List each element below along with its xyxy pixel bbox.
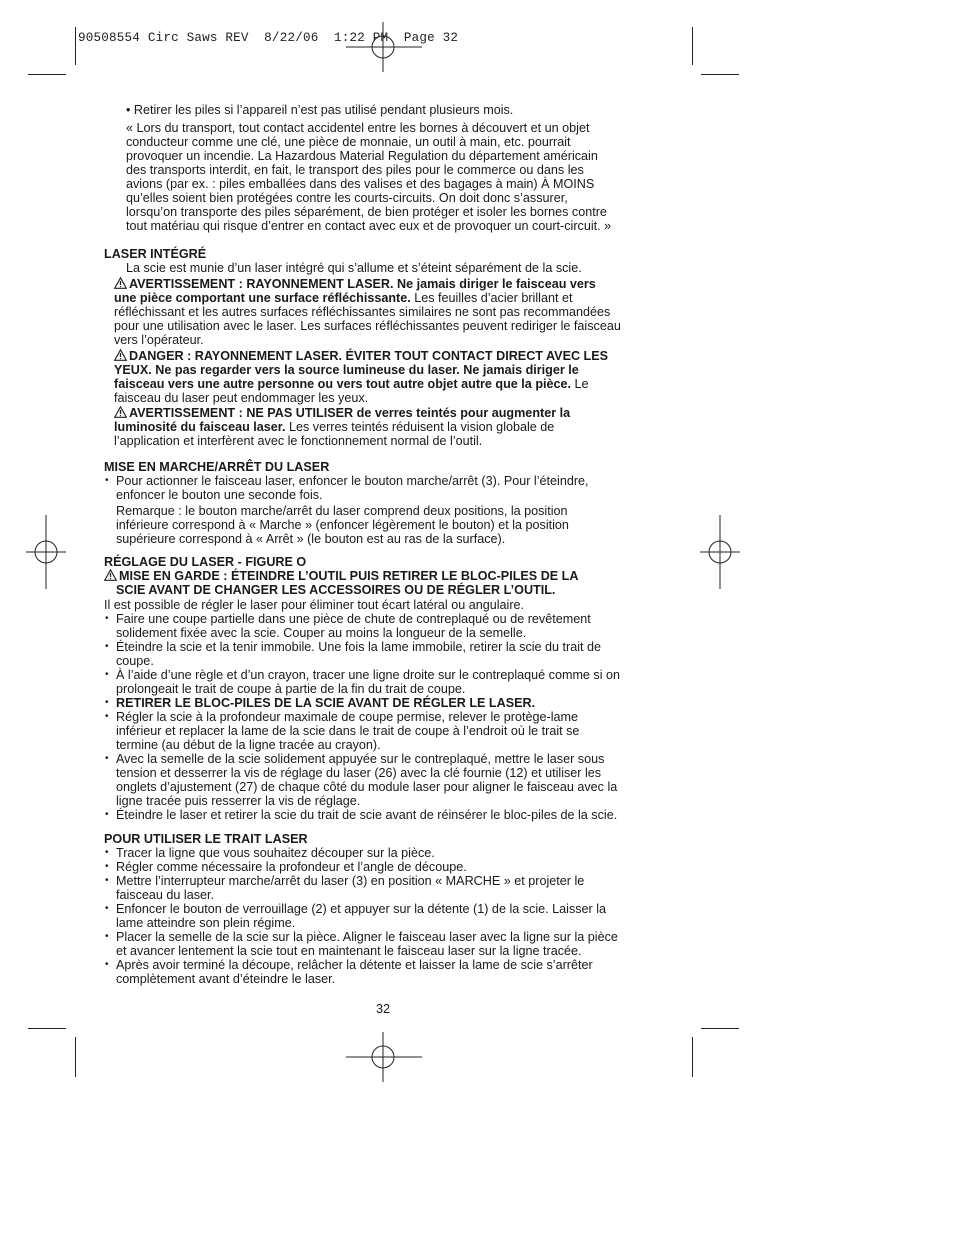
section-heading-laser: LASER INTÉGRÉ <box>104 247 207 261</box>
danger-text: DANGER : RAYONNEMENT LASER. ÉVITER TOUT CONTACT DIRECT AVEC LES <box>129 349 609 363</box>
list-item-text: • RETIRER LE BLOC-PILES DE LA SCIE AVANT DE RÉGLER LE LASER. <box>116 696 536 710</box>
intro-bullet: • Retirer les piles si l’appareil n’est pas utilisé pendant plusieurs mois. <box>126 103 514 117</box>
list-item-text: • Faire une coupe partielle dans une pièce de chute de contreplaqué ou de revêtement <box>116 612 591 626</box>
onoff-note <box>104 504 674 546</box>
warning-text: Les verres teintés réduisent la vision globale de <box>285 420 555 434</box>
warning-text: Les feuilles d’acier brillant et <box>410 291 573 305</box>
warning-triangle-icon <box>114 349 127 361</box>
danger-text: Le <box>571 377 589 391</box>
crop-mark-bottom-left-h <box>28 1028 66 1029</box>
section-heading-onoff: MISE EN MARCHE/ARRÊT DU LASER <box>104 460 330 474</box>
crop-mark-top-right-h <box>701 74 739 75</box>
print-slug-line: 90508554 Circ Saws REV 8/22/06 1:22 PM Page 32 <box>78 31 459 45</box>
list-item <box>104 668 674 696</box>
quote-line: avions (par ex. : piles emballées dans des valises et des bagages à main) À MOINS <box>126 177 595 191</box>
list-item <box>104 640 674 668</box>
list-item-text: solidement fixée avec la scie. Couper au moins la longueur de la semelle. <box>116 626 527 640</box>
warning-text: l’application et interfèrent avec le fonctionnement normal de l’outil. <box>114 434 483 448</box>
quote-line: lorsqu’on transporte des piles séparément, de bien protéger et isoler les bornes contre <box>126 205 607 219</box>
list-item <box>104 930 674 958</box>
warning-text: luminosité du faisceau laser. <box>114 420 286 434</box>
quote-line: provoquer un incendie. La Hazardous Material Regulation du département américain <box>126 149 598 163</box>
danger-text: faisceau du laser peut endommager les yeux. <box>114 391 369 405</box>
list-item-text: • Régler la scie à la profondeur maximale de coupe permise, relever le protège-lame <box>116 710 579 724</box>
laser-warning-1 <box>104 277 674 347</box>
section-heading-adjust: RÉGLAGE DU LASER - FIGURE O <box>104 555 307 569</box>
registration-mark-top <box>346 22 422 72</box>
list-item <box>104 474 674 502</box>
list-item-text: tension et desserrer la vis de réglage du laser (26) avec la clé fournie (12) et utiliser les <box>116 766 602 780</box>
list-item-text: onglets d’ajustement (27) de chaque côté du module laser pour aligner le faisceau avec la <box>116 780 618 794</box>
list-item <box>104 874 674 902</box>
list-item <box>104 808 674 822</box>
page-content <box>104 103 674 986</box>
danger-text: faisceau vers une autre personne ou vers tout autre objet autre que la pièce. <box>114 377 572 391</box>
warning-text: AVERTISSEMENT : NE PAS UTILISER de verres teintés pour augmenter la <box>129 406 571 420</box>
list-item <box>104 846 674 860</box>
warning-triangle-icon <box>104 569 117 581</box>
crop-mark-bottom-right-h <box>701 1028 739 1029</box>
adjust-intro: Il est possible de régler le laser pour éliminer tout écart latéral ou angulaire. <box>104 598 525 612</box>
adjust-caution <box>104 569 674 597</box>
caution-text: SCIE AVANT DE CHANGER LES ACCESSOIRES OU DE RÉGLER L’OUTIL. <box>116 583 556 597</box>
warning-text: vers l’opérateur. <box>114 333 204 347</box>
section-heading-use: POUR UTILISER LE TRAIT LASER <box>104 832 308 846</box>
list-item <box>104 696 674 710</box>
page-number: 32 <box>376 1002 391 1016</box>
list-item-text: termine (au début de la ligne tracée au crayon). <box>116 738 381 752</box>
laser-warning-2 <box>104 406 674 448</box>
list-item-text: enfoncer le bouton une seconde fois. <box>116 488 323 502</box>
note-text: supérieure correspond à « Arrêt » (le bouton est au ras de la surface). <box>116 532 506 546</box>
list-item-text: inférieur et replacer la lame de la scie dans le trait de coupe à l’endroit où le trait se <box>116 724 580 738</box>
warning-text: réfléchissant et les autres surfaces réfléchissantes similaires ne sont pas recommandées <box>114 305 611 319</box>
quote-line: « Lors du transport, tout contact accidentel entre les bornes à découvert et un objet <box>126 121 590 135</box>
caution-text: MISE EN GARDE : ÉTEINDRE L’OUTIL PUIS RETIRER LE BLOC-PILES DE LA <box>119 569 579 583</box>
warning-triangle-icon <box>114 406 127 418</box>
quote-line: tout matériau qui risque d’entrer en contact avec eux et de provoquer un court-circuit. » <box>126 219 612 233</box>
list-item-text: • Pour actionner le faisceau laser, enfoncer le bouton marche/arrêt (3). Pour l’éteindre, <box>116 474 589 488</box>
crop-mark-top-left-v <box>75 27 76 65</box>
crop-mark-top-right-v <box>692 27 693 65</box>
list-item-text: prolongeait le trait de coupe à partie de la fin du trait de coupe. <box>116 682 466 696</box>
list-item-text: et avancer lentement la scie tout en maintenant le faisceau laser sur la ligne tracée. <box>116 944 582 958</box>
quote-line: conducteur comme une clé, une pièce de monnaie, un outil à main, etc. pourrait <box>126 135 571 149</box>
list-item-text: lame atteindre son plein régime. <box>116 916 296 930</box>
list-item-text: • Mettre l’interrupteur marche/arrêt du laser (3) en position « MARCHE » et projeter le <box>116 874 585 888</box>
list-item-text: faisceau du laser. <box>116 888 215 902</box>
list-item-text: coupe. <box>116 654 154 668</box>
transport-quote <box>104 121 674 233</box>
list-item-text: complètement avant d’éteindre le laser. <box>116 972 336 986</box>
note-text: Remarque : le bouton marche/arrêt du laser comprend deux positions, la position <box>116 504 568 518</box>
list-item-text: • Après avoir terminé la découpe, relâcher la détente et laisser la lame de scie s’arrêter <box>116 958 593 972</box>
registration-mark-left <box>26 515 66 589</box>
crop-mark-bottom-right-v <box>692 1037 693 1077</box>
warning-text: AVERTISSEMENT : RAYONNEMENT LASER. Ne jamais diriger le faisceau vers <box>129 277 596 291</box>
crop-mark-top-left-h <box>28 74 66 75</box>
laser-intro: La scie est munie d’un laser intégré qui s’allume et s’éteint séparément de la scie. <box>126 261 582 275</box>
warning-text: une pièce comportant une surface réfléchissante. <box>114 291 411 305</box>
list-item <box>104 860 674 874</box>
warning-text: pour une utilisation avec le laser. Les surfaces réfléchissantes peuvent rediriger le faisceau <box>114 319 621 333</box>
list-item <box>104 902 674 930</box>
list-item-text: • Enfoncer le bouton de verrouillage (2) et appuyer sur la détente (1) de la scie. Laisser la <box>116 902 607 916</box>
list-item <box>104 612 674 640</box>
list-item-text: • Régler comme nécessaire la profondeur et l’angle de découpe. <box>116 860 467 874</box>
quote-line: qu’elles soient bien protégées contre les courts-circuits. On doit donc s’assurer, <box>126 191 568 205</box>
list-item-text: • Avec la semelle de la scie solidement appuyée sur le contreplaqué, mettre le laser sous <box>116 752 605 766</box>
list-item-text: ligne tracée puis resserrer la vis de réglage. <box>116 794 361 808</box>
registration-mark-right <box>700 515 740 589</box>
list-item <box>104 958 674 986</box>
list-item-text: • Éteindre la scie et la tenir immobile. Une fois la lame immobile, retirer la scie du trait de <box>116 640 602 654</box>
list-item-text: • Tracer la ligne que vous souhaitez découper sur la pièce. <box>116 846 435 860</box>
list-item <box>104 752 674 808</box>
crop-mark-bottom-left-v <box>75 1037 76 1077</box>
note-text: inférieure correspond à « Marche » (enfoncer légèrement le bouton) et la position <box>116 518 569 532</box>
list-item <box>104 710 674 752</box>
warning-triangle-icon <box>114 277 127 289</box>
list-item-text: • Placer la semelle de la scie sur la pièce. Aligner le faisceau laser avec la ligne sur la pièce <box>116 930 618 944</box>
quote-line: des transports interdit, en fait, le transport des piles pour le commerce ou dans les <box>126 163 584 177</box>
laser-danger <box>104 349 674 405</box>
danger-text: YEUX. Ne pas regarder vers la source lumineuse du laser. Ne jamais diriger le <box>114 363 579 377</box>
list-item-text: • Éteindre le laser et retirer la scie du trait de scie avant de réinsérer le bloc-piles de la scie. <box>116 808 618 822</box>
list-item-text: • À l’aide d’une règle et d’un crayon, tracer une ligne droite sur le contreplaqué comme si on <box>116 668 621 682</box>
registration-mark-bottom <box>346 1032 422 1082</box>
